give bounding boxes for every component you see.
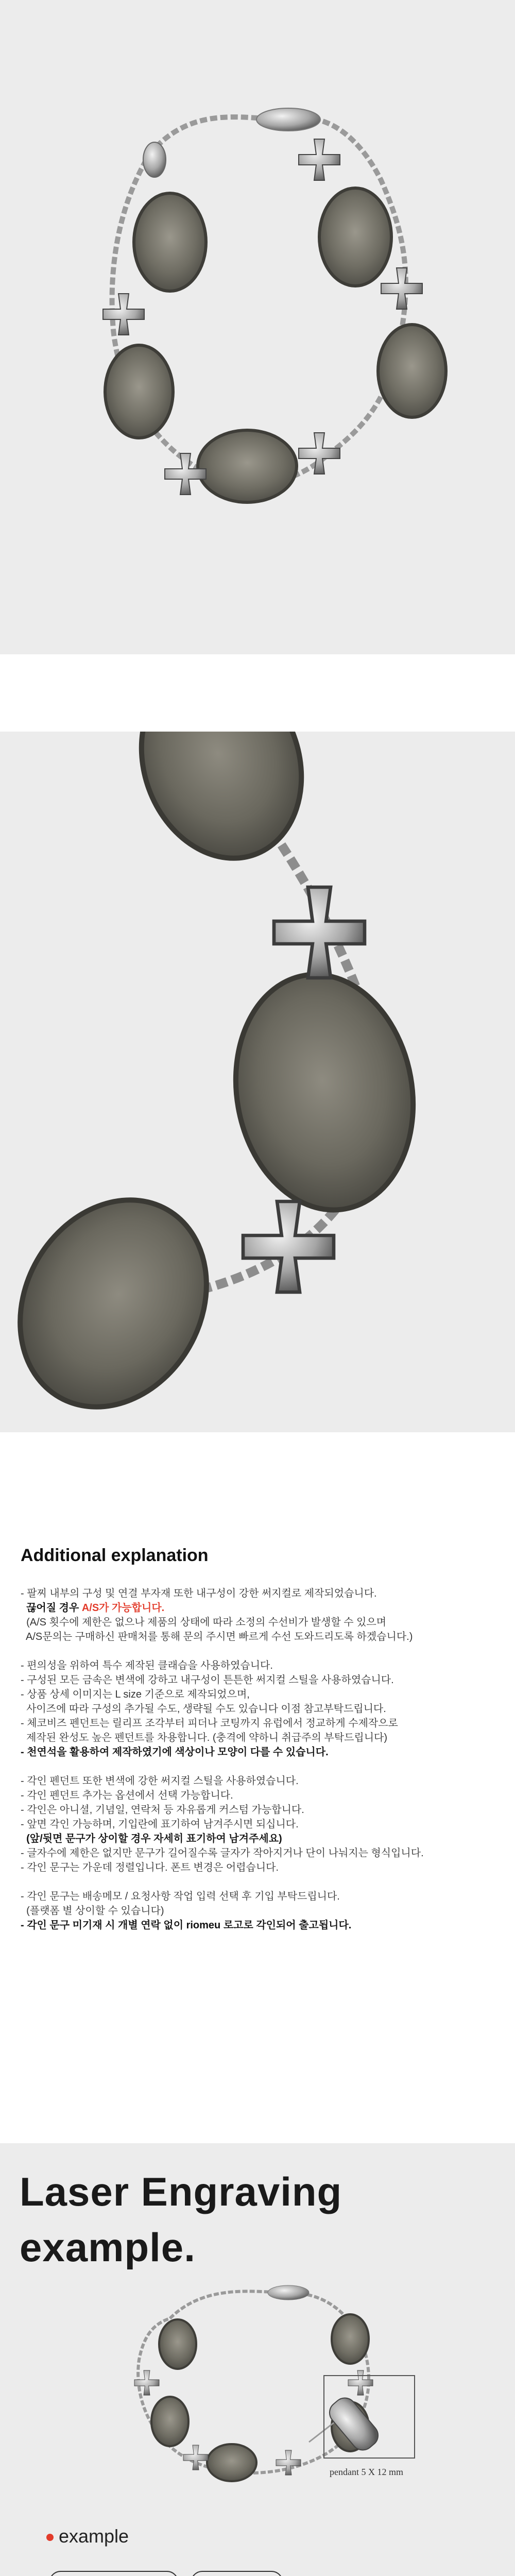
closeup-image	[0, 732, 515, 1432]
closeup-photo	[0, 732, 515, 1432]
example-heading	[46, 2526, 129, 2547]
explanation-line: A/S문의는 구매하신 판매처를 통해 문의 주시면 빠르게 수선 도와드리도록 하겠습니다.)	[21, 1631, 413, 1642]
explanation-line: - 체코비즈 펜던트는 릴리프 조각부터 피더나 코팅까지 유럽에서 정교하게 수제작으로	[21, 1718, 398, 1729]
explanation-line: - 천연석을 활용하여 제작하였기에 색상이나 모양이 다를 수 있습니다.	[21, 1747, 329, 1758]
laser-title-line1: Laser Engraving	[20, 2169, 342, 2214]
explanation-line: - 각인은 아니셜, 기념일, 연락처 등 자유롭게 커스텀 가능합니다.	[21, 1804, 304, 1816]
additional-explanation	[0, 1525, 515, 2143]
explanation-line: - 각인 문구는 가운데 정렬입니다. 폰트 변경은 어렵습니다.	[21, 1862, 279, 1873]
explanation-line: - 글자수에 제한은 없지만 문구가 길어질수록 글자가 작아지거나 단이 나눠지는 형식입니다.	[21, 1848, 424, 1859]
explanation-line: (A/S 횟수에 제한은 없으나 제품의 상태에 따라 소정의 수선비가 발생할 수 있으며	[21, 1617, 387, 1628]
explanation-line: - 구성된 모든 금속은 변색에 강하고 내구성이 튼튼한 써지컬 스틸을 사용하였습니다.	[21, 1674, 394, 1686]
explanation-line: - 상품 상세 이미지는 L size 기준으로 제작되었으며,	[21, 1689, 250, 1700]
engraved-bracelet-image	[0, 2272, 515, 2488]
laser-title-line2: example.	[20, 2225, 196, 2270]
explanation-line: 사이즈에 따라 구성의 추가될 수도, 생략될 수도 있습니다 이점 참고부탁드립니다.	[21, 1703, 386, 1715]
spacer	[0, 654, 515, 732]
explanation-line: - 각인 펜던트 또한 변색에 강한 써지컬 스틸을 사용하였습니다.	[21, 1775, 299, 1787]
line-gap	[21, 1759, 494, 1774]
bracelet-photo	[0, 0, 515, 654]
laser-engraving-section	[0, 2143, 515, 2576]
explanation-line-text: 끊어질 경우	[21, 1602, 82, 1614]
bracelet-image	[0, 0, 515, 654]
explanation-highlight: A/S가 가능합니다.	[81, 1602, 165, 1614]
explanation-line	[21, 1601, 494, 1615]
engraving-sample-pill	[191, 2571, 283, 2576]
explanation-line: 제작된 완성도 높은 펜던트를 차용합니다. (충격에 약하니 취급주의 부탁드립니다)	[21, 1732, 388, 1743]
explanation-line: (앞/뒷면 문구가 상이할 경우 자세히 표기하여 남겨주세요)	[21, 1833, 282, 1844]
explanation-line: - 각인 문구 미기재 시 개별 연락 없이 riomeu 로고로 각인되어 출고됩니다.	[21, 1920, 352, 1931]
additional-lines	[21, 1586, 494, 1933]
explanation-line: - 각인 문구는 배송메모 / 요청사항 작업 입력 선택 후 기입 부탁드립니다.	[21, 1891, 340, 1902]
line-gap	[21, 1644, 494, 1658]
explanation-line: - 앞면 각인 가능하며, 기입란에 표기하여 남겨주시면 되십니다.	[21, 1819, 299, 1830]
explanation-line: - 각인 펜던트 추가는 옵션에서 선택 가능합니다.	[21, 1790, 233, 1801]
spacer	[0, 1432, 515, 1525]
additional-title: Additional explanation	[21, 1546, 209, 1565]
pendant-caption: pendant 5 X 12 mm	[330, 2467, 403, 2477]
line-gap	[21, 1875, 494, 1889]
explanation-line: - 편의성을 위하여 특수 제작된 클래습을 사용하였습니다.	[21, 1660, 273, 1671]
example-label: example	[59, 2526, 129, 2547]
engraving-sample-pill	[49, 2571, 179, 2576]
explanation-line: (플랫폼 별 상이할 수 있습니다)	[21, 1905, 164, 1917]
explanation-line: - 팔찌 내부의 구성 및 연결 부자재 또한 내구성이 강한 써지컬로 제작되었습니다.	[21, 1588, 377, 1599]
laser-title	[20, 2164, 342, 2275]
pendant-highlight-box	[323, 2375, 415, 2459]
